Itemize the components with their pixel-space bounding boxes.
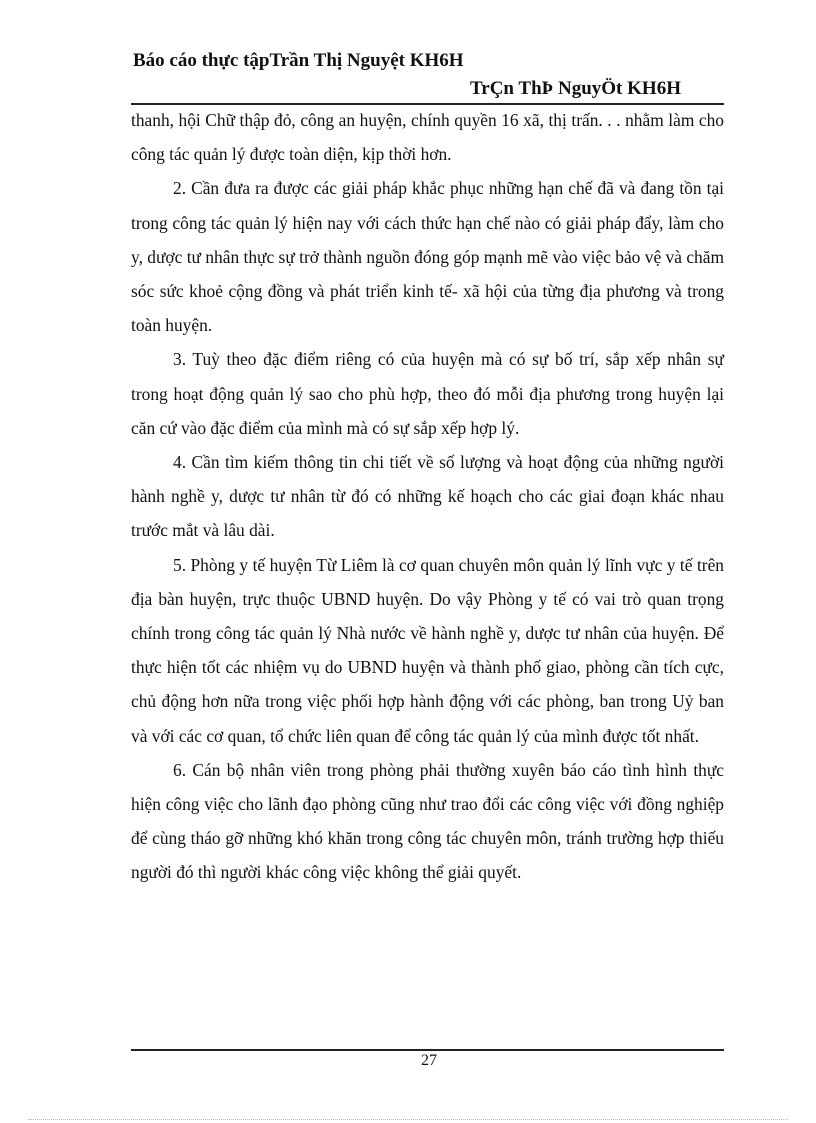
footer-divider bbox=[131, 1049, 724, 1051]
page-number: 27 bbox=[421, 1052, 437, 1069]
paragraph-continuation: thanh, hội Chữ thập đỏ, công an huyện, chính quyền 16 xã, thị trấn. . . nhằm làm cho công tác quản lý được toàn diện, kịp thời hơn. bbox=[131, 110, 724, 165]
running-header-author: TrÇn ThÞ NguyÖt KH6H bbox=[470, 78, 681, 99]
paragraph-item-3: 3. Tuỳ theo đặc điểm riêng có của huyện mà có sự bố trí, sắp xếp nhân sự trong hoạt động quản lý sao cho phù hợp, theo đó mỗi địa phương trong huyện lại căn cứ vào đặc điểm của mình mà có sự sắp xếp hợp lý. bbox=[131, 349, 724, 438]
running-header-title: Báo cáo thực tậpTrần Thị Nguyệt KH6H bbox=[133, 50, 464, 71]
paragraph-item-4: 4. Cần tìm kiếm thông tin chi tiết về số lượng và hoạt động của những người hành nghề y, dược tư nhân từ đó có những kế hoạch cho các giai đoạn khác nhau trước mắt và lâu dài. bbox=[131, 452, 724, 541]
paragraph-item-5: 5. Phòng y tế huyện Từ Liêm là cơ quan chuyên môn quản lý lĩnh vực y tế trên địa bàn huyện, trực thuộc UBND huyện. Do vậy Phòng y tế có vai trò quan trọng chính trong công tác quản lý Nhà nước về hành nghề y, dược tư nhân của huyện. Để thực hiện tốt các nhiệm vụ do UBND huyện và thành phố giao, phòng cần tích cực, chủ động hơn nữa trong việc phối hợp hành động với các phòng, ban trong Uỷ ban và với các cơ quan, tổ chức liên quan để công tác quản lý của mình được tốt nhất. bbox=[131, 554, 724, 746]
paragraph-item-6: 6. Cán bộ nhân viên trong phòng phải thường xuyên báo cáo tình hình thực hiện công việc cho lãnh đạo phòng cũng như trao đổi các công việc với đồng nghiệp để cùng tháo gỡ những khó khăn trong công tác chuyên môn, tránh trường hợp thiếu người đó thì người khác công việc không thể giải quyết. bbox=[131, 759, 724, 883]
document-body bbox=[131, 103, 724, 890]
page-bottom-dotted-edge bbox=[28, 1119, 788, 1120]
paragraph-item-2: 2. Cần đưa ra được các giải pháp khắc phục những hạn chế đã và đang tồn tại trong công tác quản lý hiện nay với cách thức hạn chế nào có giải pháp đẩy, làm cho y, dược tư nhân thực sự trở thành nguồn đóng góp mạnh mẽ vào việc bảo vệ và chăm sóc sức khoẻ cộng đồng và phát triển kinh tế- xã hội của từng địa phương và trong toàn huyện. bbox=[131, 178, 724, 336]
